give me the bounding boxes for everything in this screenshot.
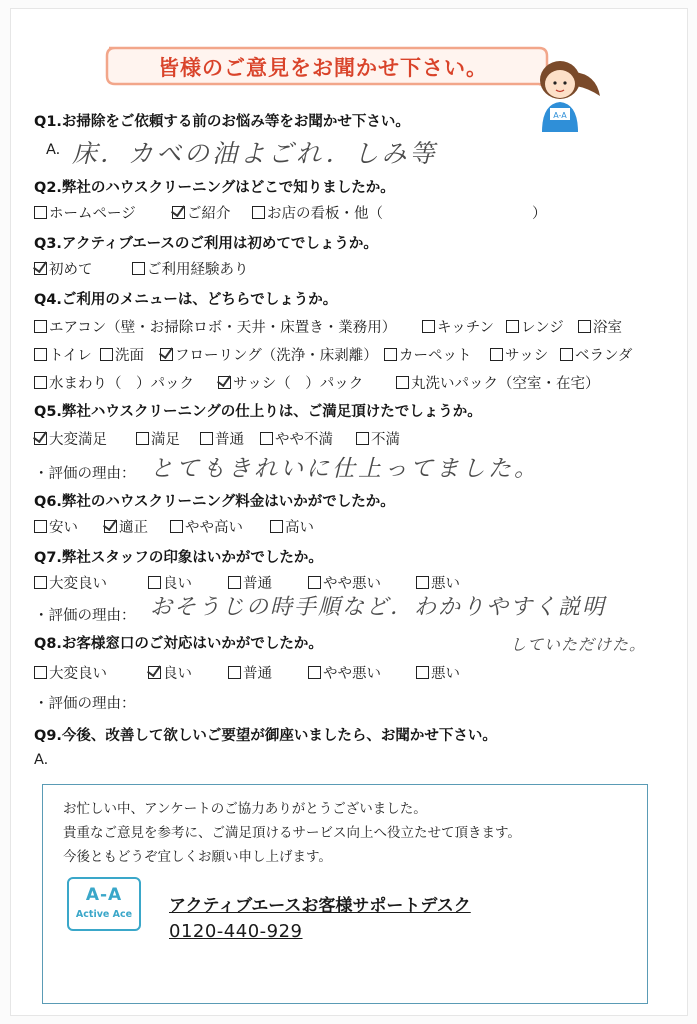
- q6-option-fair[interactable]: 適正: [104, 516, 148, 537]
- q4-option-flooring[interactable]: フローリング（洗浄・床剥離）: [160, 344, 378, 365]
- q4-option-sash-pack[interactable]: サッシ（ ）パック: [218, 372, 363, 393]
- q2-close-paren: ）: [532, 206, 547, 222]
- checkbox[interactable]: [132, 262, 145, 275]
- q4-option-bathroom[interactable]: 浴室: [578, 316, 622, 337]
- q6-option-slightly-expensive[interactable]: やや高い: [170, 516, 243, 537]
- q7-reason-label: ・評価の理由：: [34, 608, 136, 624]
- q1-answer-label: A.: [46, 142, 61, 158]
- checkbox[interactable]: [100, 348, 113, 361]
- q8-option-very-good[interactable]: 大変良い: [34, 662, 107, 683]
- q2-question: Q2.弊社のハウスクリーニングはどこで知りましたか。: [34, 180, 395, 196]
- q4-option-aircon[interactable]: エアコン（壁・お掃除ロボ・天井・床置き・業務用）: [34, 316, 396, 337]
- title-banner: [103, 44, 555, 96]
- checkbox[interactable]: [34, 376, 47, 389]
- q4-option-water-pack[interactable]: 水まわり（ ）パック: [34, 372, 194, 393]
- checkbox[interactable]: [34, 666, 47, 679]
- checkbox[interactable]: [396, 376, 409, 389]
- q8-option-slightly-bad[interactable]: やや悪い: [308, 662, 381, 683]
- checkbox[interactable]: [200, 432, 213, 445]
- q1-answer-handwritten: 床．カベの油よごれ．しみ等: [72, 139, 438, 168]
- q5-option-satisfied[interactable]: 満足: [136, 428, 180, 449]
- q6-option-expensive[interactable]: 高い: [270, 516, 314, 537]
- q5-option-dissatisfied[interactable]: 不満: [356, 428, 400, 449]
- checkbox-checked[interactable]: [34, 262, 47, 275]
- q6-option-cheap[interactable]: 安い: [34, 516, 78, 537]
- q8-option-good[interactable]: 良い: [148, 662, 192, 683]
- checkbox[interactable]: [252, 206, 265, 219]
- q5-reason-handwritten: とてもきれいに仕上ってました。: [150, 456, 540, 482]
- checkbox-checked[interactable]: [34, 432, 47, 445]
- checkbox[interactable]: [228, 666, 241, 679]
- phone-number[interactable]: 0120-440-929: [169, 921, 303, 942]
- logo-mark: A-A: [85, 885, 123, 905]
- q8-reason-label: ・評価の理由：: [34, 696, 136, 712]
- q2-option-homepage[interactable]: ホームページ: [34, 202, 136, 223]
- checkbox[interactable]: [356, 432, 369, 445]
- q5-option-normal[interactable]: 普通: [200, 428, 244, 449]
- page-title: 皆様のご意見をお聞かせ下さい。: [158, 56, 488, 80]
- q7-reason-handwritten-line2: していただけた。: [510, 635, 647, 654]
- q8-option-bad[interactable]: 悪い: [416, 662, 460, 683]
- q4-option-sash[interactable]: サッシ: [490, 344, 548, 365]
- q5-option-very-satisfied[interactable]: 大変満足: [34, 428, 107, 449]
- q4-option-range[interactable]: レンジ: [506, 316, 564, 337]
- checkbox[interactable]: [136, 432, 149, 445]
- q4-option-toilet[interactable]: トイレ: [34, 344, 92, 365]
- thanks-line-3: 今後ともどうぞ宜しくお願い申し上げます。: [63, 849, 332, 865]
- q5-question: Q5.弊社ハウスクリーニングの仕上りは、ご満足頂けたでしょうか。: [34, 404, 482, 420]
- q3-option-used-before[interactable]: ご利用経験あり: [132, 258, 249, 279]
- checkbox[interactable]: [416, 576, 429, 589]
- q9-question: Q9.今後、改善して欲しいご要望が御座いましたら、お聞かせ下さい。: [34, 728, 497, 744]
- checkbox[interactable]: [416, 666, 429, 679]
- q4-question: Q4.ご利用のメニューは、どちらでしょうか。: [34, 292, 338, 308]
- checkbox[interactable]: [384, 348, 397, 361]
- q7-option-slightly-bad[interactable]: やや悪い: [308, 572, 381, 593]
- q6-question: Q6.弊社のハウスクリーニング料金はいかがでしたか。: [34, 494, 395, 510]
- q8-question: Q8.お客様窓口のご対応はいかがでしたか。: [34, 636, 323, 652]
- q4-option-full-wash-pack[interactable]: 丸洗いパック（空室・在宅）: [396, 372, 600, 393]
- q5-option-slightly-dissatisfied[interactable]: やや不満: [260, 428, 333, 449]
- checkbox[interactable]: [34, 320, 47, 333]
- checkbox[interactable]: [270, 520, 283, 533]
- thanks-line-1: お忙しい中、アンケートのご協力ありがとうございました。: [63, 801, 427, 817]
- checkbox[interactable]: [170, 520, 183, 533]
- mascot-illustration: [530, 52, 606, 132]
- checkbox[interactable]: [422, 320, 435, 333]
- mascot-badge: A-A: [553, 111, 567, 120]
- q2-option-store-sign[interactable]: お店の看板・他（: [252, 202, 383, 223]
- checkbox-checked[interactable]: [172, 206, 185, 219]
- q4-option-kitchen[interactable]: キッチン: [422, 316, 494, 337]
- checkbox-checked[interactable]: [218, 376, 231, 389]
- checkbox[interactable]: [506, 320, 519, 333]
- q7-reason-handwritten-line1: おそうじの時手順など．わかりやすく説明: [150, 595, 607, 620]
- checkbox[interactable]: [34, 520, 47, 533]
- q3-option-first-time[interactable]: 初めて: [34, 258, 93, 279]
- q4-option-washroom[interactable]: 洗面: [100, 344, 144, 365]
- q7-option-good[interactable]: 良い: [148, 572, 192, 593]
- q5-reason-label: ・評価の理由：: [34, 466, 136, 482]
- checkbox-checked[interactable]: [104, 520, 117, 533]
- q7-option-very-good[interactable]: 大変良い: [34, 572, 107, 593]
- q4-option-veranda[interactable]: ベランダ: [560, 344, 632, 365]
- checkbox[interactable]: [308, 666, 321, 679]
- thanks-line-2: 貴重なご意見を参考に、ご満足頂けるサービス向上へ役立たせて頂きます。: [63, 825, 521, 841]
- q1-question: Q1.お掃除をご依頼する前のお悩み等をお聞かせ下さい。: [34, 114, 410, 130]
- q3-question: Q3.アクティブエースのご利用は初めてでしょうか。: [34, 236, 378, 252]
- checkbox-checked[interactable]: [148, 666, 161, 679]
- checkbox[interactable]: [34, 206, 47, 219]
- thank-you-box: [42, 784, 648, 1004]
- checkbox[interactable]: [34, 348, 47, 361]
- checkbox[interactable]: [560, 348, 573, 361]
- q9-answer-label: A.: [34, 752, 49, 768]
- checkbox[interactable]: [578, 320, 591, 333]
- q2-option-referral[interactable]: ご紹介: [172, 202, 231, 223]
- checkbox[interactable]: [308, 576, 321, 589]
- q7-question: Q7.弊社スタッフの印象はいかがでしたか。: [34, 550, 323, 566]
- checkbox[interactable]: [228, 576, 241, 589]
- support-desk-name: アクティブエースお客様サポートデスク: [169, 896, 471, 916]
- q4-option-carpet[interactable]: カーペット: [384, 344, 472, 365]
- q7-option-normal[interactable]: 普通: [228, 572, 272, 593]
- checkbox[interactable]: [34, 576, 47, 589]
- checkbox[interactable]: [148, 576, 161, 589]
- checkbox[interactable]: [260, 432, 273, 445]
- q8-option-normal[interactable]: 普通: [228, 662, 272, 683]
- q7-option-bad[interactable]: 悪い: [416, 572, 460, 593]
- active-ace-logo: [67, 877, 141, 931]
- logo-text: Active Ace: [75, 909, 133, 920]
- checkbox-checked[interactable]: [160, 348, 173, 361]
- checkbox[interactable]: [490, 348, 503, 361]
